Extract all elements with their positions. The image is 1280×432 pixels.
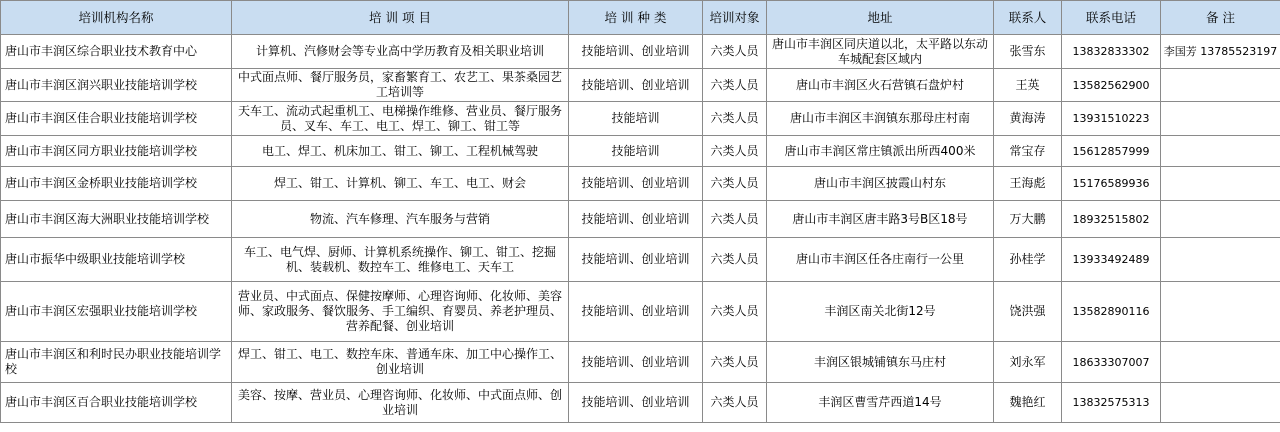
note-cell bbox=[1161, 167, 1280, 201]
table-row bbox=[1, 201, 1280, 238]
table-row bbox=[1, 102, 1280, 136]
phone-cell: 13582890116 bbox=[1062, 282, 1161, 342]
target-cell: 六类人员 bbox=[703, 383, 767, 423]
project-cell: 中式面点师、餐厅服务员，家畜繁育工、农艺工、果茶桑园艺工培训等 bbox=[232, 69, 569, 102]
note-cell bbox=[1161, 238, 1280, 282]
type-cell: 技能培训 bbox=[569, 102, 703, 136]
type-cell: 技能培训、创业培训 bbox=[569, 238, 703, 282]
phone-cell: 13933492489 bbox=[1062, 238, 1161, 282]
contact-cell: 孙桂学 bbox=[994, 238, 1062, 282]
org-name-cell: 唐山市丰润区润兴职业技能培训学校 bbox=[1, 69, 232, 102]
contact-cell: 刘永军 bbox=[994, 342, 1062, 383]
note-cell bbox=[1161, 69, 1280, 102]
contact-cell: 常宝存 bbox=[994, 136, 1062, 167]
contact-cell: 王海彪 bbox=[994, 167, 1062, 201]
target-cell: 六类人员 bbox=[703, 167, 767, 201]
org-name-cell: 唐山市振华中级职业技能培训学校 bbox=[1, 238, 232, 282]
header-project: 培 训 项 目 bbox=[232, 1, 569, 35]
header-org: 培训机构名称 bbox=[1, 1, 232, 35]
address-cell: 丰润区南关北街12号 bbox=[767, 282, 994, 342]
contact-cell: 魏艳红 bbox=[994, 383, 1062, 423]
table-row bbox=[1, 282, 1280, 342]
note-cell bbox=[1161, 102, 1280, 136]
type-cell: 技能培训、创业培训 bbox=[569, 342, 703, 383]
phone-cell: 15612857999 bbox=[1062, 136, 1161, 167]
type-cell: 技能培训、创业培训 bbox=[569, 282, 703, 342]
org-name-cell: 唐山市丰润区同方职业技能培训学校 bbox=[1, 136, 232, 167]
phone-cell: 15176589936 bbox=[1062, 167, 1161, 201]
header-contact: 联系人 bbox=[994, 1, 1062, 35]
table-row bbox=[1, 35, 1280, 69]
org-name-cell: 唐山市丰润区宏强职业技能培训学校 bbox=[1, 282, 232, 342]
project-cell: 电工、焊工、机床加工、钳工、铆工、工程机械驾驶 bbox=[232, 136, 569, 167]
contact-cell: 王英 bbox=[994, 69, 1062, 102]
contact-cell: 黄海涛 bbox=[994, 102, 1062, 136]
address-cell: 唐山市丰润区常庄镇派出所西400米 bbox=[767, 136, 994, 167]
phone-cell: 13832575313 bbox=[1062, 383, 1161, 423]
table-row bbox=[1, 238, 1280, 282]
phone-cell: 13582562900 bbox=[1062, 69, 1161, 102]
target-cell: 六类人员 bbox=[703, 136, 767, 167]
project-cell: 焊工、钳工、计算机、铆工、车工、电工、财会 bbox=[232, 167, 569, 201]
address-cell: 唐山市丰润区火石营镇石盘炉村 bbox=[767, 69, 994, 102]
table-row bbox=[1, 383, 1280, 423]
type-cell: 技能培训、创业培训 bbox=[569, 201, 703, 238]
address-cell: 唐山市丰润区唐丰路3号B区18号 bbox=[767, 201, 994, 238]
org-name-cell: 唐山市丰润区海大洲职业技能培训学校 bbox=[1, 201, 232, 238]
org-name-cell: 唐山市丰润区金桥职业技能培训学校 bbox=[1, 167, 232, 201]
header-phone: 联系电话 bbox=[1062, 1, 1161, 35]
header-note: 备 注 bbox=[1161, 1, 1280, 35]
contact-cell: 饶洪强 bbox=[994, 282, 1062, 342]
contact-cell: 万大鹏 bbox=[994, 201, 1062, 238]
address-cell: 唐山市丰润区任各庄南行一公里 bbox=[767, 238, 994, 282]
note-cell bbox=[1161, 201, 1280, 238]
note-cell bbox=[1161, 136, 1280, 167]
contact-cell: 张雪东 bbox=[994, 35, 1062, 69]
target-cell: 六类人员 bbox=[703, 201, 767, 238]
project-cell: 天车工、流动式起重机工、电梯操作维修、营业员、餐厅服务员、叉车、车工、电工、焊工、铆工、钳工等 bbox=[232, 102, 569, 136]
project-cell: 计算机、汽修财会等专业高中学历教育及相关职业培训 bbox=[232, 35, 569, 69]
org-name-cell: 唐山市丰润区综合职业技术教育中心 bbox=[1, 35, 232, 69]
project-cell: 美容、按摩、营业员、心理咨询师、化妆师、中式面点师、创业培训 bbox=[232, 383, 569, 423]
header-target: 培训对象 bbox=[703, 1, 767, 35]
table-row bbox=[1, 342, 1280, 383]
org-name-cell: 唐山市丰润区和利时民办职业技能培训学校 bbox=[1, 342, 232, 383]
note-cell: 李国芳 13785523197 bbox=[1161, 35, 1280, 69]
note-cell bbox=[1161, 282, 1280, 342]
org-name-cell: 唐山市丰润区百合职业技能培训学校 bbox=[1, 383, 232, 423]
type-cell: 技能培训 bbox=[569, 136, 703, 167]
project-cell: 车工、电气焊、厨师、计算机系统操作、铆工、钳工、挖掘机、装载机、数控车工、维修电工、天车工 bbox=[232, 238, 569, 282]
target-cell: 六类人员 bbox=[703, 102, 767, 136]
address-cell: 丰润区曹雪芹西道14号 bbox=[767, 383, 994, 423]
address-cell: 唐山市丰润区丰润镇东那母庄村南 bbox=[767, 102, 994, 136]
table-row bbox=[1, 167, 1280, 201]
phone-cell: 13931510223 bbox=[1062, 102, 1161, 136]
target-cell: 六类人员 bbox=[703, 238, 767, 282]
note-cell bbox=[1161, 383, 1280, 423]
phone-cell: 13832833302 bbox=[1062, 35, 1161, 69]
project-cell: 营业员、中式面点、保健按摩师、心理咨询师、化妆师、美容师、家政服务、餐饮服务、手工编织、育婴员、养老护理员、营养配餐、创业培训 bbox=[232, 282, 569, 342]
target-cell: 六类人员 bbox=[703, 282, 767, 342]
phone-cell: 18932515802 bbox=[1062, 201, 1161, 238]
phone-cell: 18633307007 bbox=[1062, 342, 1161, 383]
type-cell: 技能培训、创业培训 bbox=[569, 383, 703, 423]
target-cell: 六类人员 bbox=[703, 35, 767, 69]
header-row bbox=[1, 1, 1280, 35]
address-cell: 丰润区银城铺镇东马庄村 bbox=[767, 342, 994, 383]
type-cell: 技能培训、创业培训 bbox=[569, 35, 703, 69]
type-cell: 技能培训、创业培训 bbox=[569, 69, 703, 102]
target-cell: 六类人员 bbox=[703, 342, 767, 383]
table-row bbox=[1, 136, 1280, 167]
org-name-cell: 唐山市丰润区佳合职业技能培训学校 bbox=[1, 102, 232, 136]
address-cell: 唐山市丰润区同庆道以北，太平路以东动车城配套区域内 bbox=[767, 35, 994, 69]
type-cell: 技能培训、创业培训 bbox=[569, 167, 703, 201]
table-row bbox=[1, 69, 1280, 102]
note-cell bbox=[1161, 342, 1280, 383]
target-cell: 六类人员 bbox=[703, 69, 767, 102]
address-cell: 唐山市丰润区披霞山村东 bbox=[767, 167, 994, 201]
header-address: 地址 bbox=[767, 1, 994, 35]
header-type: 培 训 种 类 bbox=[569, 1, 703, 35]
project-cell: 物流、汽车修理、汽车服务与营销 bbox=[232, 201, 569, 238]
project-cell: 焊工、钳工、电工、数控车床、普通车床、加工中心操作工、创业培训 bbox=[232, 342, 569, 383]
